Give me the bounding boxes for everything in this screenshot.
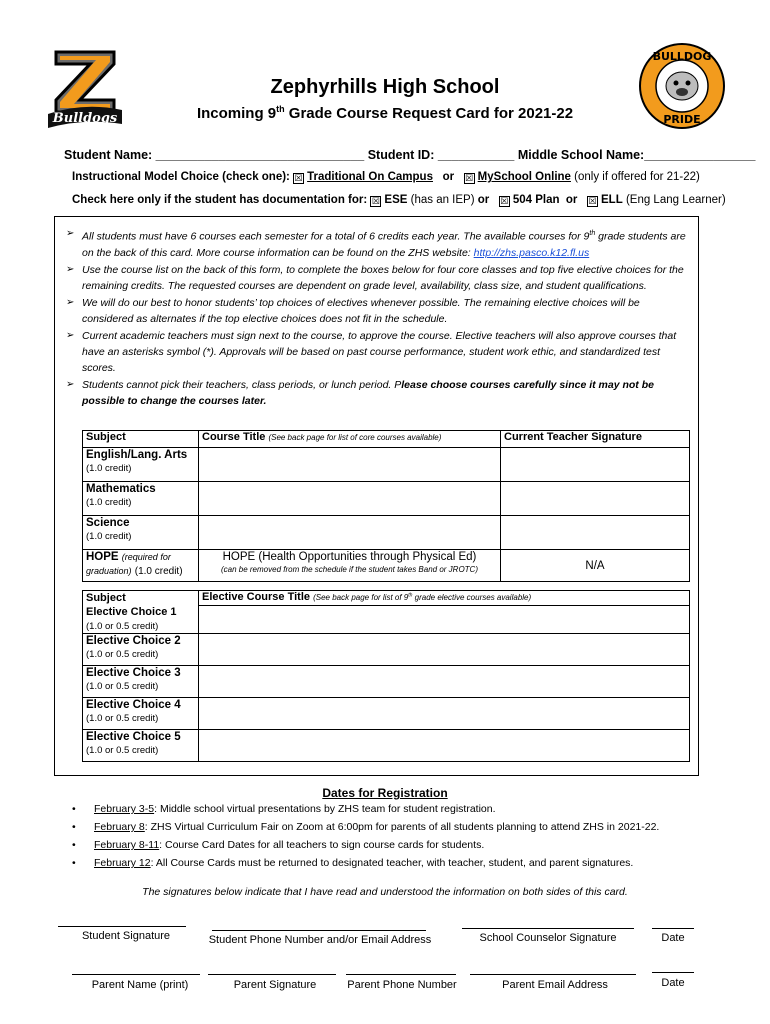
instruction-item: ➢ Current academic teachers must sign next to the course, to approve the course. Elective teachers will also approve courses that have an asterisks symbol (*). Approvals will be based on past course performance, student work ethic, and standardized test scores.	[66, 328, 686, 376]
list-item: • February 12: All Course Cards must be returned to designated teacher, with teacher, student, and parent signatures.	[62, 854, 722, 872]
documentation-line: Check here only if the student has documentation for: ☒ ESE (has an IEP) or ☒ 504 Plan or ☒ ELL (Eng Lang Learner)	[72, 194, 726, 206]
form-subtitle: Incoming 9th Grade Course Request Card for 2021-22	[196, 104, 574, 122]
date-line-1[interactable]	[652, 928, 694, 929]
elective-5-input[interactable]	[199, 730, 690, 762]
student-info-line	[64, 148, 755, 162]
col-teacher-signature: Current Teacher Signature	[501, 431, 690, 448]
dates-title: Dates for Registration	[322, 786, 448, 800]
instruction-item: ➢ Use the course list on the back of this form, to complete the boxes below for four core classes and top five elective choices for the remaining credits. The requested courses are dependent on grade level, availability, class size, and student qualifications.	[66, 262, 686, 294]
math-course-input[interactable]	[199, 482, 501, 516]
parent-email-label: Parent Email Address	[502, 979, 608, 991]
parent-name-label: Parent Name (print)	[91, 979, 189, 991]
elective-course-table	[82, 590, 690, 762]
ell-checkbox[interactable]: ☒	[588, 196, 597, 206]
middle-school-field[interactable]: Middle School Name:________________	[517, 148, 756, 162]
model-choice-line: Instructional Model Choice (check one): ☒ Traditional On Campus or ☒ MySchool Online (only if offered for 21-22)	[72, 171, 700, 183]
svg-text:PRIDE: PRIDE	[663, 113, 701, 126]
col-subject: Subject Elective Choice 1 (1.0 or 0.5 credit)	[83, 591, 199, 634]
col-elective-title: Elective Course Title (See back page for list of 9th grade elective courses available)	[199, 591, 690, 634]
parent-signature-label: Parent Signature	[233, 979, 317, 991]
science-signature-input[interactable]	[501, 516, 690, 550]
elective-2-input[interactable]	[199, 634, 690, 666]
table-row: English/Lang. Arts (1.0 credit)	[83, 448, 690, 482]
table-row: HOPE (required for graduation) (1.0 credit) HOPE (Health Opportunities through Physical Ed) (can be removed from the schedule if the student takes Band or JROTC) N/A	[83, 550, 690, 582]
instruction-item: ➢ Students cannot pick their teachers, class periods, or lunch period. Please choose courses carefully since it may not be possible to change the courses later.	[66, 377, 686, 409]
signature-note: The signatures below indicate that I have read and understood the information on both sides of this card.	[142, 886, 628, 898]
instruction-list	[66, 226, 686, 410]
504-plan-checkbox[interactable]: ☒	[500, 196, 509, 206]
zhs-website-link[interactable]: http://zhs.pasco.k12.fl.us	[473, 246, 590, 259]
list-item: • February 3-5: Middle school virtual presentations by ZHS team for student registration.	[62, 800, 722, 818]
instruction-item: ➢ All students must have 6 courses each semester for a total of 6 credits each year. The available courses for 9th grade students are on the back of this card. More course information can be found on the ZHS website: http://zhs.pasco.k12.fl.us	[66, 226, 686, 261]
date-label-1: Date	[661, 932, 685, 944]
student-name-field[interactable]: Student Name: ______________________________	[64, 148, 365, 162]
table-row: Elective Choice 5 (1.0 or 0.5 credit)	[83, 730, 690, 762]
table-row: Elective Choice 4 (1.0 or 0.5 credit)	[83, 698, 690, 730]
elective-1-input[interactable]	[199, 605, 689, 633]
list-item: • February 8: ZHS Virtual Curriculum Fair on Zoom at 6:00pm for parents of all students planning to attend ZHS in 2021-22.	[62, 818, 722, 836]
dates-list	[62, 800, 722, 872]
date-line-2[interactable]	[652, 972, 694, 973]
elective-3-input[interactable]	[199, 666, 690, 698]
traditional-checkbox[interactable]: ☒	[294, 173, 303, 183]
math-signature-input[interactable]	[501, 482, 690, 516]
english-course-input[interactable]	[199, 448, 501, 482]
counselor-signature-label: School Counselor Signature	[479, 932, 617, 944]
parent-name-line[interactable]	[72, 974, 200, 975]
student-contact-line[interactable]	[212, 930, 426, 931]
myschool-online-checkbox[interactable]: ☒	[465, 173, 474, 183]
student-signature-line[interactable]	[58, 926, 186, 927]
table-row: Science (1.0 credit)	[83, 516, 690, 550]
col-course-title: Course Title (See back page for list of core courses available)	[199, 431, 501, 448]
svg-text:Bulldogs: Bulldogs	[52, 111, 118, 126]
col-subject: Subject	[83, 431, 199, 448]
ese-checkbox[interactable]: ☒	[371, 196, 380, 206]
instruction-item: ➢ We will do our best to honor students’ top choices of electives whenever possible. The remaining elective choices will be considered as alternates if the top elective choices does not fit in the schedule.	[66, 295, 686, 327]
parent-email-line[interactable]	[470, 974, 636, 975]
parent-signature-line[interactable]	[208, 974, 336, 975]
student-id-field[interactable]: Student ID: ___________	[367, 148, 515, 162]
science-course-input[interactable]	[199, 516, 501, 550]
table-row: Mathematics (1.0 credit)	[83, 482, 690, 516]
english-signature-input[interactable]	[501, 448, 690, 482]
table-row: Elective Choice 3 (1.0 or 0.5 credit)	[83, 666, 690, 698]
student-signature-label: Student Signature	[81, 930, 171, 942]
elective-4-input[interactable]	[199, 698, 690, 730]
parent-phone-line[interactable]	[346, 974, 456, 975]
table-row: Elective Choice 2 (1.0 or 0.5 credit)	[83, 634, 690, 666]
core-course-table	[82, 430, 690, 582]
svg-text:BULLDOG: BULLDOG	[652, 50, 712, 63]
counselor-signature-line[interactable]	[462, 928, 634, 929]
student-contact-label: Student Phone Number and/or Email Address	[208, 934, 432, 946]
list-item: • February 8-11: Course Card Dates for all teachers to sign course cards for students.	[62, 836, 722, 854]
school-name: Zephyrhills High School	[270, 76, 500, 98]
date-label-2: Date	[661, 977, 685, 989]
parent-phone-label: Parent Phone Number	[347, 979, 457, 991]
